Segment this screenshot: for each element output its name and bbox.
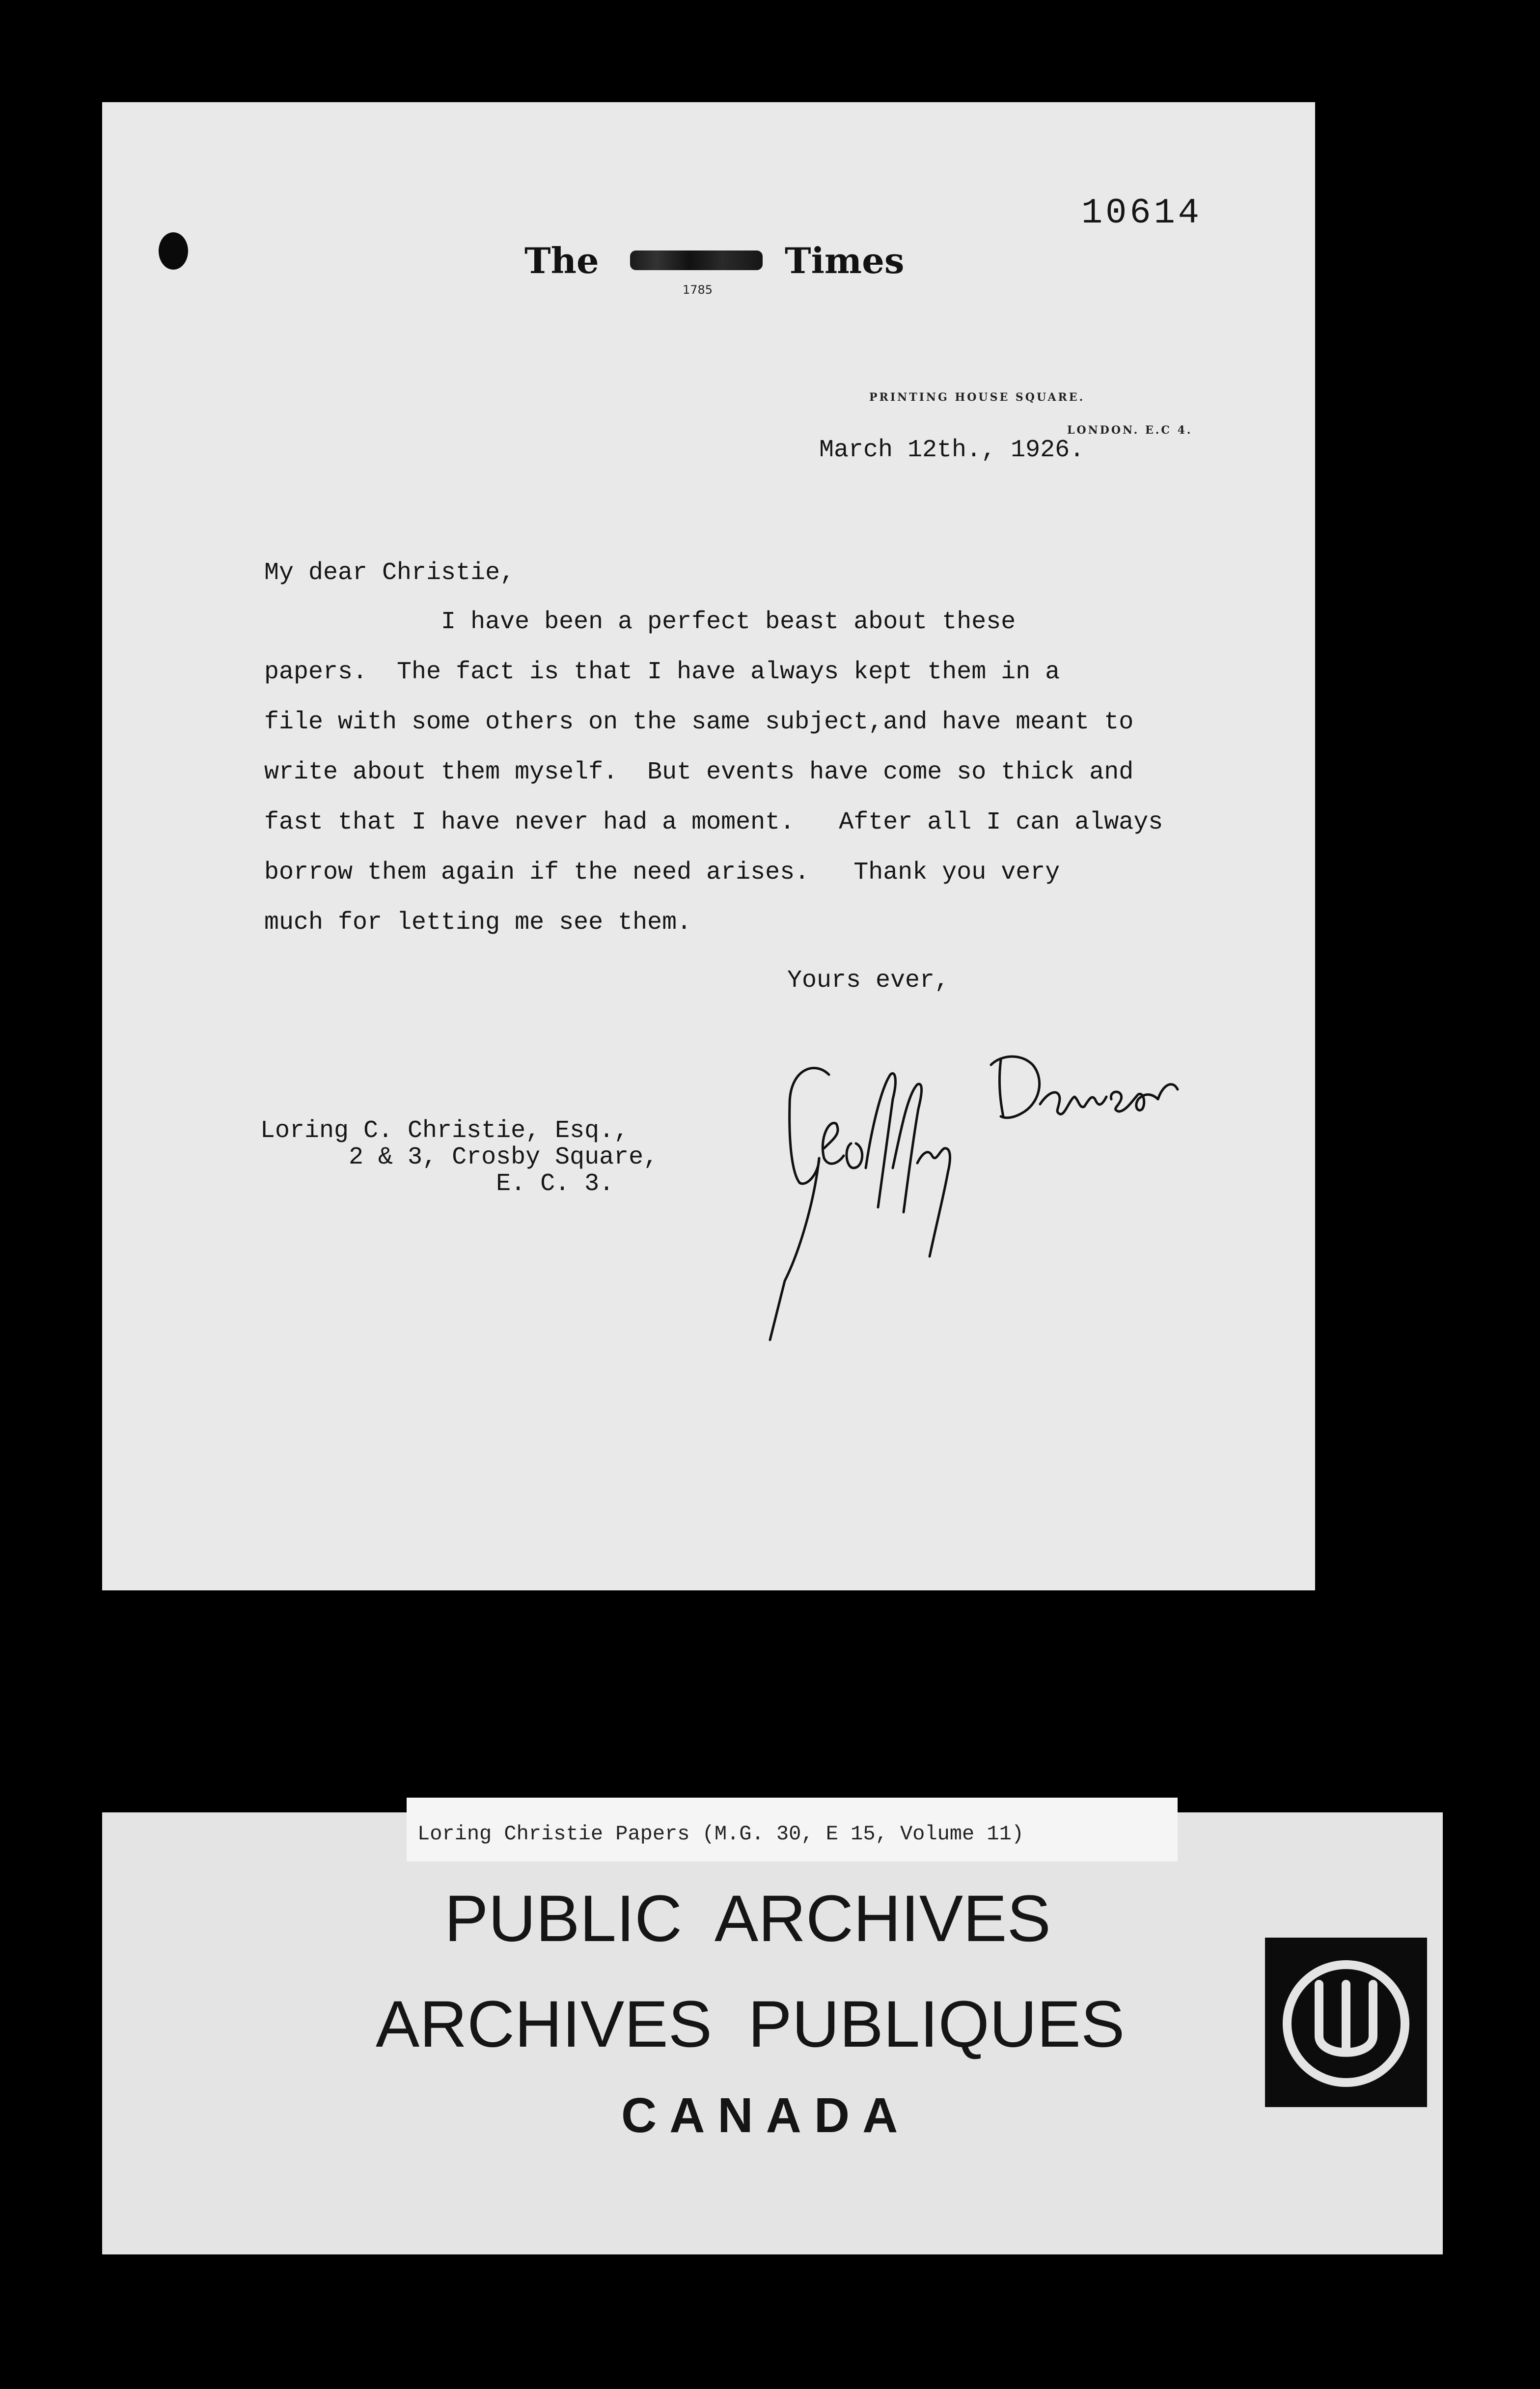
letterhead-address-line-2: LONDON. E.C 4. bbox=[1067, 424, 1193, 437]
addressee-line: 2 & 3, Crosby Square, bbox=[260, 1143, 659, 1171]
archive-title-english: PUBLIC ARCHIVES bbox=[444, 1882, 1051, 1955]
letter-sheet bbox=[102, 102, 1315, 1590]
document-number: 10614 bbox=[1081, 193, 1202, 233]
letter-closing: Yours ever, bbox=[787, 967, 950, 995]
addressee-line: E. C. 3. bbox=[260, 1170, 614, 1198]
archive-country: CANADA bbox=[621, 2088, 911, 2143]
body-line: borrow them again if the need arises. Thank you very bbox=[264, 859, 1060, 887]
masthead-times: Times bbox=[785, 240, 905, 281]
salutation: My dear Christie, bbox=[264, 559, 515, 587]
addressee-line: Loring C. Christie, Esq., bbox=[260, 1117, 629, 1145]
masthead-year: 1785 bbox=[683, 283, 713, 297]
letter-date: March 12th., 1926. bbox=[819, 436, 1085, 464]
masthead-crest-icon bbox=[630, 250, 763, 270]
body-line: papers. The fact is that I have always kept them in a bbox=[264, 658, 1060, 686]
body-line: much for letting me see them. bbox=[264, 909, 692, 937]
body-line: I have been a perfect beast about these bbox=[264, 608, 1016, 636]
masthead-the: The bbox=[524, 240, 599, 281]
body-line: file with some others on the same subject,and have meant to bbox=[264, 708, 1134, 736]
letterhead-address-line-1: PRINTING HOUSE SQUARE. bbox=[869, 391, 1085, 404]
archive-title-french: ARCHIVES PUBLIQUES bbox=[376, 1988, 1125, 2061]
body-line: fast that I have never had a moment. After all I can always bbox=[264, 808, 1163, 836]
handwritten-signature bbox=[745, 1026, 1237, 1379]
newspaper-masthead bbox=[524, 240, 966, 313]
archives-logo-icon bbox=[1265, 1938, 1427, 2107]
punch-hole bbox=[159, 232, 188, 270]
body-line: write about them myself. But events have come so thick and bbox=[264, 758, 1134, 786]
collection-reference: Loring Christie Papers (M.G. 30, E 15, Volume 11) bbox=[417, 1822, 1024, 1846]
